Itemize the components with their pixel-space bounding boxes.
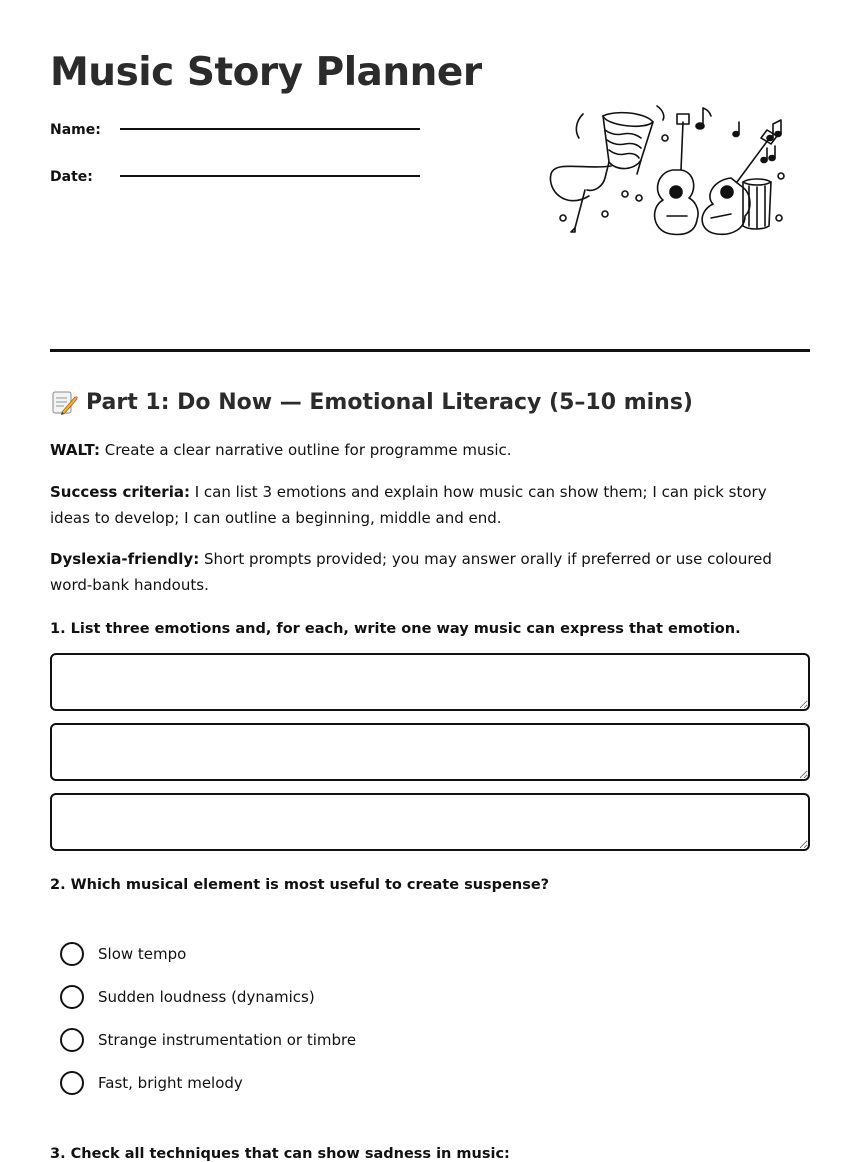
suspense-option[interactable]: [60, 1028, 356, 1052]
option-label: Strange instrumentation or timbre: [98, 1031, 357, 1049]
emotion-answer-box-3[interactable]: [50, 793, 810, 851]
suspense-option[interactable]: [60, 985, 315, 1009]
part1-heading: [50, 388, 693, 416]
radio-button[interactable]: [60, 985, 84, 1009]
success-criteria-label: Success criteria:: [50, 483, 190, 501]
date-field[interactable]: [120, 175, 420, 177]
part1-heading-text: Part 1: Do Now — Emotional Literacy (5–10 mins): [86, 389, 693, 415]
walt-paragraph: [50, 437, 810, 463]
radio-button[interactable]: [60, 1028, 84, 1052]
name-label: Name:: [50, 122, 101, 138]
section-divider: [50, 349, 810, 352]
emotion-answer-box-2[interactable]: [50, 723, 810, 781]
emotion-answer-box-1[interactable]: [50, 653, 810, 711]
question-1: 1. List three emotions and, for each, write one way music can express that emotion.: [50, 621, 741, 637]
radio-button[interactable]: [60, 942, 84, 966]
walt-label: WALT:: [50, 441, 100, 459]
page-title: Music Story Planner: [50, 50, 482, 95]
date-label: Date:: [50, 169, 93, 185]
option-label: Slow tempo: [98, 945, 187, 963]
question-3: 3. Check all techniques that can show sadness in music:: [50, 1146, 510, 1162]
dyslexia-friendly-text: Short prompts provided; you may answer orally if preferred or use coloured word-bank handouts.: [50, 550, 772, 594]
suspense-option[interactable]: [60, 942, 186, 966]
dyslexia-friendly-label: Dyslexia-friendly:: [50, 550, 200, 568]
success-criteria-paragraph: [50, 479, 810, 531]
memo-pencil-icon: [50, 388, 78, 416]
question-2: 2. Which musical element is most useful to create suspense?: [50, 877, 550, 893]
musical-instruments-illustration: [545, 100, 785, 240]
suspense-option[interactable]: [60, 1071, 243, 1095]
success-criteria-text: I can list 3 emotions and explain how music can show them; I can pick story ideas to develop; I can outline a beginning, middle and end.: [50, 483, 767, 527]
dyslexia-friendly-paragraph: [50, 546, 810, 598]
radio-button[interactable]: [60, 1071, 84, 1095]
walt-text: Create a clear narrative outline for programme music.: [104, 441, 512, 459]
option-label: Sudden loudness (dynamics): [98, 988, 315, 1006]
option-label: Fast, bright melody: [98, 1074, 243, 1092]
name-field[interactable]: [120, 128, 420, 130]
